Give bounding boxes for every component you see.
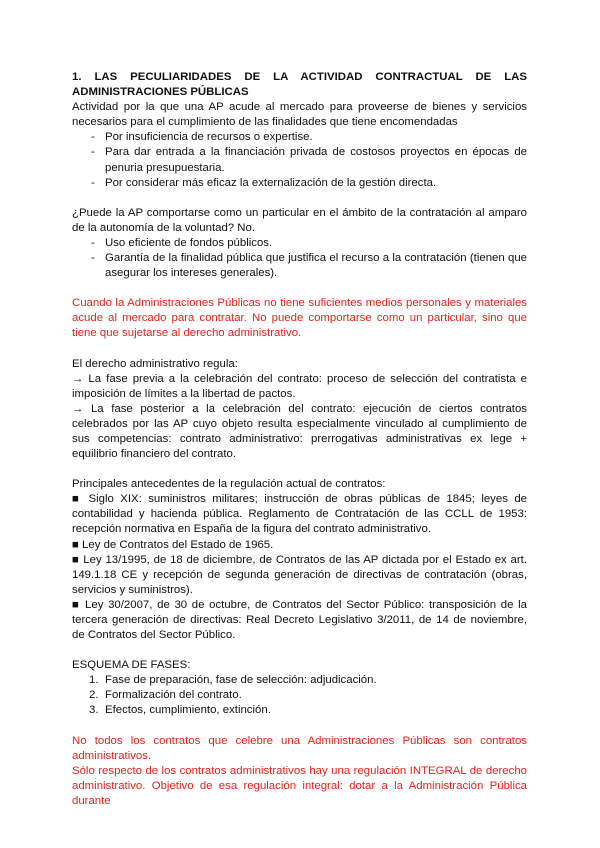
derecho-heading: El derecho administrativo regula: [72, 357, 238, 370]
list-item: - Por insuficiencia de recursos o expertise. [72, 130, 527, 145]
list-item: 2. Formalización del contrato. [89, 689, 242, 702]
intro-paragraph: Actividad por la que una AP acude al mercado para proveerse de bienes y servicios necesarios para el cumplimiento de las finalidades que tiene encomendadas [72, 101, 527, 129]
answers-list [72, 236, 527, 281]
list-item: - Por considerar más eficaz la externalización de la gestión directa. [72, 176, 527, 191]
antecedente-item: ■ Ley de Contratos del Estado de 1965. [72, 538, 274, 551]
section-title: 1. LAS PECULIARIDADES DE LA ACTIVIDAD CONTRACTUAL DE LAS ADMINISTRACIONES PÚBLICAS [72, 71, 527, 99]
red-note: No todos los contratos que celebre una Administraciones Públicas son contratos administrativos. [72, 734, 527, 762]
fases-list [72, 673, 527, 718]
derecho-item: → La fase posterior a la celebración del contrato: ejecución de ciertos contratos celebrados por las AP cuyo objeto resulta especialmente vinculado al cumplimiento de sus competencias: contrato administrativo: prerrogativas administrativas ex lege + equilibrio financiero del contrato. [72, 402, 527, 461]
red-note: Cuando la Administraciones Públicas no tiene suficientes medios personales y materiales acude al mercado para contratar. No puede comportarse como un particular, sino que tiene que sujetarse al derecho administrativo. [72, 297, 527, 340]
antecedente-item: ■ Ley 30/2007, de 30 de octubre, de Contratos del Sector Público: transposición de la tercera generación de directivas: Real Decreto Legislativo 3/2011, de 14 de noviembre, de Contratos del Sector Público. [72, 598, 527, 642]
derecho-item: → La fase previa a la celebración del contrato: proceso de selección del contratista e imposición de límites a la libertad de pactos. [72, 372, 527, 400]
esquema-heading: ESQUEMA DE FASES: [72, 659, 191, 672]
list-item: - Uso eficiente de fondos públicos. [72, 236, 527, 251]
list-item: 1. Fase de preparación, fase de selección: adjudicación. [89, 674, 377, 687]
list-item: 3. Efectos, cumplimiento, extinción. [89, 704, 271, 717]
antecedentes-heading: Principales antecedentes de la regulación actual de contratos: [72, 478, 386, 491]
document-page [72, 70, 527, 809]
list-item: - Garantía de la finalidad pública que justifica el recurso a la contratación (tienen que asegurar los intereses generales). [72, 251, 527, 281]
list-item: - Para dar entrada a la financiación privada de costosos proyectos en épocas de penuria presupuestaria. [72, 145, 527, 175]
question-paragraph: ¿Puede la AP comportarse como un particular en el ámbito de la contratación al amparo de la autonomía de la voluntad? No. [72, 206, 527, 234]
reasons-list [72, 130, 527, 190]
antecedente-item: ■ Ley 13/1995, de 18 de diciembre, de Contratos de las AP dictada por el Estado ex art. 149.1.18 CE y recepción de segunda generación de directivas de contratación (obras, servicios y suministros). [72, 553, 527, 596]
red-note: Sólo respecto de los contratos administrativos hay una regulación INTEGRAL de derecho administrativo. Objetivo de esa regulación integral: dotar a la Administración Pública durante [72, 764, 527, 807]
antecedente-item: ■ Siglo XIX: suministros militares; instrucción de obras públicas de 1845; leyes de contabilidad y hacienda pública. Reglamento de Contratación de las CCLL de 1953: recepción normativa en España de la figura del contrato administrativo. [72, 493, 527, 536]
